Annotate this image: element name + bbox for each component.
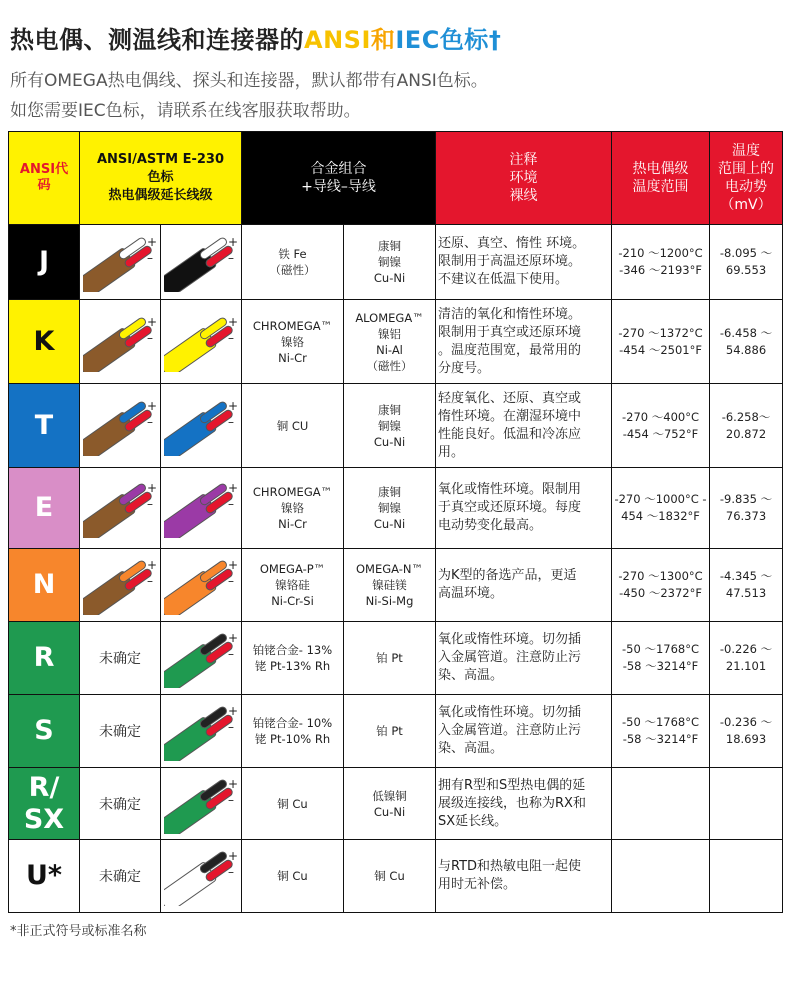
tc-grade-color (80, 225, 161, 300)
plus-sign: + (147, 235, 157, 249)
header-emf-line: 电动势 (725, 179, 768, 195)
emf-range (710, 549, 783, 622)
emf-line: 54.886 (725, 342, 767, 357)
alloy-line: Ni-Cr (278, 517, 307, 531)
note-line: 惰性环境。在潮湿环境中 (438, 408, 582, 424)
table-row (9, 695, 783, 768)
header-ansi-code-line: 码 (37, 178, 51, 193)
table-header-row (9, 132, 783, 225)
negative-alloy (344, 225, 436, 300)
plus-sign: + (228, 314, 238, 329)
alloy-line: Ni-Cr (278, 350, 307, 365)
cable-icon (164, 846, 238, 906)
temp-range (612, 622, 710, 695)
ansi-code-cell (9, 549, 80, 622)
ansi-code-text: S (34, 715, 54, 746)
tc-grade-color (80, 300, 161, 384)
ansi-code-cell (9, 622, 80, 695)
note-line: 。温度范围宽，最常用的 (438, 342, 582, 358)
plus-sign: + (228, 631, 238, 645)
temp-range (612, 695, 710, 768)
header-env-line: 环境 (509, 170, 538, 186)
emf-line: -6.458 ～ (719, 325, 773, 340)
minus-sign: – (228, 414, 234, 429)
header-astm-line: ANSI/ASTM E-230 (96, 152, 225, 167)
alloy-line: ALOMEGA™ (355, 310, 424, 325)
header-emf (710, 132, 783, 225)
environment-note (436, 549, 612, 622)
alloy-line: 铂铑合金- 10% (252, 716, 333, 730)
header-emf-line: （mV） (720, 197, 772, 213)
color-code-table (8, 131, 783, 913)
positive-alloy (242, 622, 344, 695)
note-line: 入金属管道。注意防止污 (438, 650, 582, 665)
cable-icon (164, 774, 238, 834)
plus-sign: + (228, 849, 238, 863)
note-line: 入金属管道。注意防止污 (438, 723, 582, 738)
header-emf-line: 范围上的 (718, 161, 775, 177)
alloy-line: 镍铬 (281, 501, 304, 515)
table-row (9, 549, 783, 622)
alloy-line: 镍硅镁 (372, 578, 407, 592)
minus-sign: – (228, 865, 234, 879)
positive-alloy (242, 549, 344, 622)
alloy-line: 铜镍 (378, 418, 401, 433)
ansi-code-text: E (34, 492, 54, 523)
ext-grade-color (161, 768, 242, 840)
note-line: 限制用于高温还原环境。 (438, 254, 582, 269)
ansi-code-text: J (38, 246, 50, 277)
cable-icon (164, 396, 238, 456)
emf-range (710, 468, 783, 549)
alloy-line: 铜 Cu (277, 869, 308, 883)
emf-range (710, 225, 783, 300)
tc-grade-color (80, 549, 161, 622)
note-line: 清洁的氧化和惰性环境。 (438, 306, 582, 322)
emf-line: -0.236 ～ (719, 715, 773, 729)
alloy-line: Cu-Ni (373, 271, 406, 285)
ext-grade-color (161, 468, 242, 549)
minus-sign: – (228, 720, 234, 734)
header-astm-line: 色标 (147, 170, 174, 185)
ansi-code-cell (9, 768, 80, 840)
alloy-line: 铜 Cu (277, 796, 308, 811)
negative-alloy (344, 695, 436, 768)
cable-icon (164, 701, 238, 761)
emf-line: 69.553 (725, 263, 767, 277)
minus-sign: – (147, 574, 153, 588)
header-ansi-code (9, 132, 80, 225)
minus-sign: – (147, 251, 153, 265)
cable-icon (83, 478, 157, 538)
alloy-line: 镍铬硅 (275, 578, 310, 592)
plus-sign: + (147, 481, 157, 495)
tc-grade-color: 未确定 (80, 695, 161, 768)
table-row (9, 468, 783, 549)
title-iec: IEC色标 (395, 26, 489, 54)
environment-note (436, 622, 612, 695)
header-environment (436, 132, 612, 225)
ansi-code-text: U* (25, 860, 63, 891)
environment-note (436, 695, 612, 768)
ext-grade-color (161, 225, 242, 300)
alloy-line: Ni-Cr-Si (271, 594, 314, 608)
emf-line: -9.835 ～ (719, 492, 773, 506)
alloy-line: Cu-Ni (373, 804, 406, 819)
table-row (9, 622, 783, 695)
header-temp-line: 温度范围 (632, 179, 689, 195)
cable-icon (83, 396, 157, 456)
temp-line: -270 ～1000°C - (614, 492, 707, 506)
temp-range (612, 384, 710, 468)
tc-grade-color (80, 468, 161, 549)
ext-grade-color (161, 695, 242, 768)
plus-sign: + (228, 481, 238, 495)
table-row (9, 768, 783, 840)
alloy-line: 铜镍 (378, 501, 401, 515)
cable-icon (164, 628, 238, 688)
ext-grade-color (161, 622, 242, 695)
alloy-line: 康铜 (378, 239, 401, 253)
temp-line: -50 ～1768°C (622, 642, 700, 656)
ansi-code-cell (9, 225, 80, 300)
title-dagger: † (488, 26, 502, 54)
minus-sign: – (147, 497, 153, 511)
temp-range (612, 768, 710, 840)
emf-line: 18.693 (725, 732, 767, 746)
alloy-line: 镍铬 (281, 334, 304, 349)
temp-line: 454 ～1832°F (621, 509, 700, 523)
negative-alloy (344, 384, 436, 468)
temp-range (612, 300, 710, 384)
minus-sign: – (228, 647, 234, 661)
emf-line: -8.095 ～ (719, 246, 773, 260)
ansi-code-text: N (32, 569, 56, 600)
temp-line: -346 ～2193°F (619, 263, 702, 277)
minus-sign: – (147, 414, 153, 429)
title-ansi: ANSI (304, 26, 371, 54)
table-row (9, 384, 783, 468)
positive-alloy (242, 225, 344, 300)
ext-grade-color (161, 840, 242, 913)
cable-icon (83, 232, 157, 292)
note-line: 用。 (438, 444, 465, 460)
temp-line: -58 ～3214°F (622, 659, 699, 673)
environment-note (436, 384, 612, 468)
plus-sign: + (147, 314, 157, 329)
emf-range (710, 300, 783, 384)
emf-line: 76.373 (725, 509, 767, 523)
plus-sign: + (228, 558, 238, 572)
minus-sign: – (228, 251, 234, 265)
temp-line: -454 ～752°F (622, 426, 699, 441)
alloy-line: 低镍铜 (372, 788, 407, 803)
header-astm-line: 热电偶级延长线级 (108, 188, 213, 203)
temp-range (612, 549, 710, 622)
subtitle-line-1: 所有OMEGA热电偶线、探头和连接器，默认都带有ANSI色标。 (10, 71, 488, 91)
note-line: 电动势变化最高。 (438, 518, 543, 533)
plus-sign: + (147, 398, 157, 413)
emf-line: -4.345 ～ (719, 569, 773, 583)
cable-icon (83, 312, 157, 372)
environment-note (436, 468, 612, 549)
environment-note (436, 300, 612, 384)
alloy-line: 铜镍 (378, 255, 401, 269)
note-line: 于真空或还原环境。每度 (438, 500, 582, 515)
cable-icon (164, 555, 238, 615)
note-line: 氧化或惰性环境。限制用 (438, 482, 582, 497)
alloy-line: 康铜 (378, 402, 401, 417)
emf-range (710, 695, 783, 768)
header-alloy-line: 合金组合 (310, 161, 367, 177)
temp-range (612, 840, 710, 913)
negative-alloy (344, 300, 436, 384)
alloy-line: 镍铝 (378, 326, 401, 341)
header-env-line: 注释 (509, 152, 538, 168)
title-prefix: 热电偶、测温线和连接器的 (10, 26, 304, 54)
emf-range (710, 768, 783, 840)
note-line: 高温环境。 (438, 586, 504, 601)
positive-alloy (242, 695, 344, 768)
note-line: 轻度氧化、还原、真空或 (438, 390, 582, 406)
minus-sign: – (147, 330, 153, 345)
alloy-line: Ni-Al (376, 342, 403, 357)
note-line: 分度号。 (438, 360, 491, 376)
temp-line: -270 ～1372°C (618, 325, 703, 340)
tc-grade-color: 未确定 (80, 840, 161, 913)
table-row (9, 840, 783, 913)
header-ansi-code-line: ANSI代 (19, 162, 69, 177)
plus-sign: + (228, 398, 238, 413)
positive-alloy (242, 384, 344, 468)
ext-grade-color (161, 384, 242, 468)
emf-line: -0.226 ～ (719, 642, 773, 656)
minus-sign: – (228, 497, 234, 511)
temp-line: -454 ～2501°F (619, 342, 702, 357)
table-row (9, 225, 783, 300)
alloy-line: 铑 Pt-13% Rh (254, 659, 331, 673)
emf-range (710, 622, 783, 695)
alloy-line: 康铜 (378, 485, 401, 499)
temp-range (612, 468, 710, 549)
alloy-line: Ni-Si-Mg (365, 594, 414, 608)
header-astm-color (80, 132, 242, 225)
positive-alloy (242, 468, 344, 549)
tc-grade-color (80, 384, 161, 468)
alloy-line: （磁性） (269, 263, 316, 277)
alloy-line: 铂 Pt (376, 724, 403, 738)
header-env-line: 裸线 (509, 188, 538, 204)
temp-line: -50 ～1768°C (622, 715, 700, 729)
note-line: 限制用于真空或还原环境 (438, 324, 582, 340)
emf-range (710, 384, 783, 468)
cable-icon (83, 555, 157, 615)
note-line: 拥有R型和S型热电偶的延 (438, 777, 586, 793)
alloy-line: 铜 CU (276, 418, 309, 433)
negative-alloy (344, 468, 436, 549)
alloy-line: 铂 Pt (376, 651, 403, 665)
alloy-line: OMEGA-P™ (259, 562, 326, 576)
note-line: 氧化或惰性环境。切勿插 (438, 705, 582, 720)
positive-alloy (242, 300, 344, 384)
positive-alloy (242, 768, 344, 840)
alloy-line: （磁性） (366, 358, 413, 373)
temp-line: -270 ～400°C (622, 409, 700, 424)
alloy-line: 铜 Cu (374, 869, 405, 883)
subtitle-line-2: 如您需要IEC色标，请联系在线客服获取帮助。 (10, 101, 361, 121)
header-emf-line: 温度 (732, 143, 761, 159)
temp-range (612, 225, 710, 300)
header-alloy (242, 132, 436, 225)
temp-line: -270 ～1300°C (618, 569, 703, 583)
ext-grade-color (161, 300, 242, 384)
alloy-line: 铑 Pt-10% Rh (254, 732, 331, 746)
alloy-line: 铂铑合金- 13% (252, 643, 333, 657)
plus-sign: + (228, 235, 238, 249)
ext-grade-color (161, 549, 242, 622)
note-line: 染、高温。 (438, 741, 504, 756)
temp-line: -58 ～3214°F (622, 732, 699, 746)
ansi-code-cell (9, 840, 80, 913)
plus-sign: + (228, 704, 238, 718)
minus-sign: – (228, 330, 234, 345)
alloy-line: 铁 Fe (278, 247, 307, 261)
note-line: 为K型的备选产品，更适 (438, 568, 577, 583)
tc-grade-color: 未确定 (80, 622, 161, 695)
positive-alloy (242, 840, 344, 913)
note-line: 不建议在低温下使用。 (438, 272, 569, 287)
emf-range (710, 840, 783, 913)
ansi-code-cell (9, 468, 80, 549)
temp-line: -450 ～2372°F (619, 586, 702, 600)
ansi-code-cell (9, 384, 80, 468)
ansi-code-text: R/ (28, 771, 60, 803)
environment-note (436, 225, 612, 300)
ansi-code-text: R (33, 642, 55, 673)
ansi-code-cell (9, 300, 80, 384)
minus-sign: – (228, 792, 234, 807)
note-line: SX延长线。 (438, 813, 508, 829)
header-alloy-line: +导线–导线 (301, 179, 376, 195)
alloy-line: CHROMEGA™ (252, 318, 333, 333)
plus-sign: + (147, 558, 157, 572)
negative-alloy (344, 840, 436, 913)
header-temp-line: 热电偶级 (632, 161, 689, 177)
negative-alloy (344, 622, 436, 695)
plus-sign: + (228, 776, 238, 791)
note-line: 还原、真空、惰性 环境。 (438, 236, 586, 251)
note-line: 与RTD和热敏电阻一起使 (438, 859, 582, 874)
ansi-code-text: K (33, 325, 55, 357)
note-line: 氧化或惰性环境。切勿插 (438, 632, 582, 647)
emf-line: 20.872 (725, 426, 767, 441)
environment-note (436, 840, 612, 913)
cable-icon (164, 312, 238, 372)
page-title (10, 20, 501, 55)
ansi-code-cell (9, 695, 80, 768)
alloy-line: OMEGA-N™ (355, 562, 424, 576)
note-line: 性能良好。低温和冷冻应 (438, 426, 582, 442)
alloy-line: CHROMEGA™ (252, 485, 333, 499)
alloy-line: Cu-Ni (373, 434, 406, 449)
note-line: 染、高温。 (438, 668, 504, 683)
emf-line: 47.513 (725, 586, 767, 600)
negative-alloy (344, 549, 436, 622)
tc-grade-color: 未确定 (80, 768, 161, 840)
emf-line: -6.258～ (721, 409, 771, 424)
cable-icon (164, 478, 238, 538)
table-row (9, 300, 783, 384)
header-temp-range (612, 132, 710, 225)
note-line: 用时无补偿。 (438, 877, 517, 892)
emf-line: 21.101 (725, 659, 767, 673)
negative-alloy (344, 768, 436, 840)
ansi-code-text: SX (23, 803, 65, 835)
title-and: 和 (370, 26, 396, 54)
alloy-line: Cu-Ni (373, 517, 406, 531)
minus-sign: – (228, 574, 234, 588)
environment-note (436, 768, 612, 840)
temp-line: -210 ～1200°C (618, 246, 703, 260)
ansi-code-text: T (34, 409, 54, 441)
note-line: 展级连接线，也称为RX和 (438, 795, 586, 811)
cable-icon (164, 232, 238, 292)
footnote: *非正式符号或标准名称 (10, 924, 147, 939)
